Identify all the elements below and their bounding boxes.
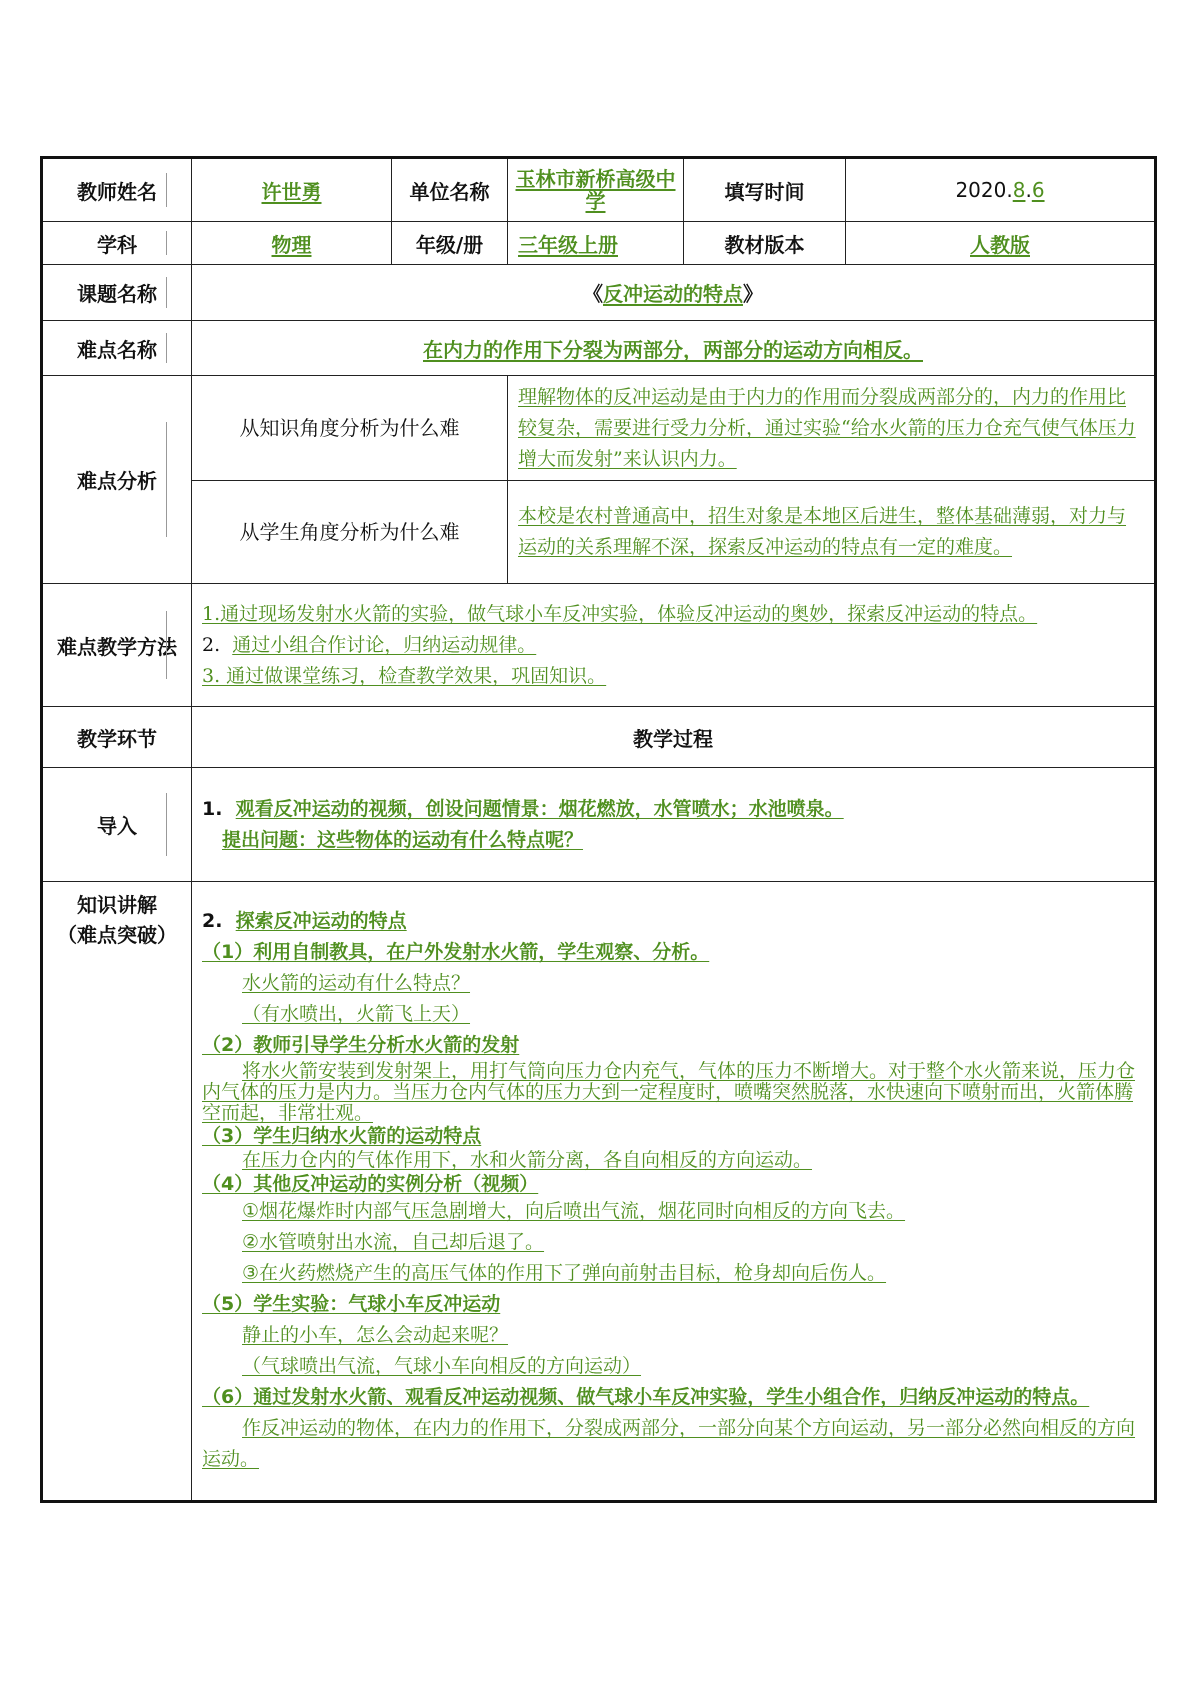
- method-item-3: 3. 通过做课堂练习，检查教学效果，巩固知识。: [202, 664, 607, 687]
- difficulty-label: 难点名称: [42, 321, 192, 376]
- fill-date-label: 填写时间: [684, 158, 846, 222]
- edition-value: 人教版: [970, 232, 1030, 257]
- step-2-text: 将水火箭安装到发射架上，用打气筒向压力仓内充气，气体的压力不断增大。对于整个水火箭来说，压力仓内气体的压力是内力。当压力仓内气体的压力大到一定程度时，喷嘴突然脱落，水快速向下喷射而出，火箭体腾空而起，非常壮观。: [202, 1060, 1136, 1124]
- knowledge-title: 探索反冲运动的特点: [235, 910, 407, 932]
- analysis-label: 难点分析: [42, 376, 192, 584]
- topic-row: [42, 265, 1156, 321]
- step-1-title: （1）利用自制教具，在户外发射水火箭，学生观察、分析。: [202, 941, 710, 963]
- knowledge-title-number: 2.: [202, 910, 236, 932]
- knowledge-label-line-1: 知识讲解: [77, 893, 157, 917]
- unit-name-value: 玉林市新桥高级中学: [515, 167, 676, 213]
- date-separator: .: [1025, 178, 1032, 202]
- teaching-process-label: 教学过程: [192, 707, 1156, 768]
- step-6-title: （6）通过发射水火箭、观看反冲运动视频、做气球小车反冲实验，学生小组合作，归纳反冲运动的特点。: [202, 1386, 1090, 1408]
- step-4-title: （4）其他反冲运动的实例分析（视频）: [202, 1173, 539, 1195]
- step-3-title: （3）学生归纳水火箭的运动特点: [202, 1125, 482, 1147]
- subject-label: 学科: [42, 222, 192, 265]
- process-header-row: [42, 707, 1156, 768]
- topic-value: [192, 265, 1156, 321]
- intro-line-2: 提出问题：这些物体的运动有什么特点呢？: [222, 828, 584, 851]
- knowledge-label-line-2: （难点突破）: [57, 923, 177, 947]
- grade-value: 三年级上册: [518, 232, 618, 257]
- methods-label: 难点教学方法: [42, 584, 192, 707]
- lesson-plan-document: [40, 156, 1154, 1503]
- step-4-item-2: ②水管喷射出水流，自己却后退了。: [242, 1231, 545, 1253]
- knowledge-angle-label: 从知识角度分析为什么难: [192, 376, 508, 481]
- student-angle-text: 本校是农村普通高中，招生对象是本地区后进生，整体基础薄弱，对力与运动的关系理解不深，探索反冲运动的特点有一定的难度。: [518, 505, 1127, 558]
- step-3-text: 在压力仓内的气体作用下，水和火箭分离，各自向相反的方向运动。: [242, 1149, 813, 1171]
- fill-date-value: [846, 158, 1156, 222]
- header-row-2: [42, 222, 1156, 265]
- date-prefix: 2020.: [955, 178, 1013, 202]
- unit-name-label: 单位名称: [392, 158, 508, 222]
- analysis-student-row: [42, 481, 1156, 584]
- topic-close-bracket: 》: [743, 282, 763, 306]
- methods-row: [42, 584, 1156, 707]
- step-6-text: 作反冲运动的物体，在内力的作用下，分裂成两部分，一部分向某个方向运动，另一部分必然向相反的方向运动。: [202, 1417, 1136, 1470]
- step-4-item-1: ①烟花爆炸时内部气压急剧增大，向后喷出气流，烟花同时向相反的方向飞去。: [242, 1200, 906, 1222]
- step-5-question: 静止的小车，怎么会动起来呢？: [242, 1324, 509, 1346]
- edition-label: 教材版本: [684, 222, 846, 265]
- knowledge-angle-text: 理解物体的反冲运动是由于内力的作用而分裂成两部分的，内力的作用比较复杂，需要进行受力分析，通过实验“给水火箭的压力仓充气使气体压力增大而发射”来认识内力。: [518, 385, 1136, 470]
- step-1-question: 水火箭的运动有什么特点？: [242, 972, 471, 994]
- subject-value: 物理: [271, 232, 312, 257]
- step-5-answer: （气球喷出气流，气球小车向相反的方向运动）: [242, 1355, 642, 1377]
- intro-row: [42, 768, 1156, 882]
- step-2-title: （2）教师引导学生分析水火箭的发射: [202, 1034, 520, 1056]
- difficulty-value: 在内力的作用下分裂为两部分，两部分的运动方向相反。: [423, 337, 923, 362]
- intro-line-1-number: 1.: [202, 797, 236, 820]
- methods-list: [192, 584, 1156, 707]
- knowledge-label: [42, 882, 192, 1502]
- intro-label: 导入: [42, 768, 192, 882]
- teacher-name-value: 许世勇: [261, 179, 322, 204]
- method-item-2-number: 2.: [202, 633, 233, 656]
- date-month: 8: [1012, 178, 1026, 202]
- lesson-plan-table: [40, 156, 1157, 1503]
- topic-open-bracket: 《: [583, 282, 603, 306]
- date-day: 6: [1031, 178, 1045, 202]
- topic-title: 反冲运动的特点: [603, 282, 743, 306]
- teacher-name-label: 教师姓名: [42, 158, 192, 222]
- header-row-1: [42, 158, 1156, 222]
- topic-label: 课题名称: [42, 265, 192, 321]
- step-5-title: （5）学生实验：气球小车反冲运动: [202, 1293, 501, 1315]
- analysis-knowledge-row: [42, 376, 1156, 481]
- grade-label: 年级/册: [392, 222, 508, 265]
- intro-line-1: 观看反冲运动的视频，创设问题情景：烟花燃放，水管喷水；水池喷泉。: [235, 797, 844, 820]
- method-item-2: 通过小组合作讨论，归纳运动规律。: [232, 633, 537, 656]
- difficulty-row: [42, 321, 1156, 376]
- method-item-1: 1.通过现场发射水火箭的实验，做气球小车反冲实验，体验反冲运动的奥妙，探索反冲运动的特点。: [202, 602, 1038, 625]
- knowledge-row: [42, 882, 1156, 1502]
- step-1-answer: （有水喷出，火箭飞上天）: [242, 1003, 471, 1025]
- step-4-item-3: ③在火药燃烧产生的高压气体的作用下了弹向前射击目标，枪身却向后伤人。: [242, 1262, 887, 1284]
- student-angle-label: 从学生角度分析为什么难: [192, 481, 508, 584]
- teaching-stage-label: 教学环节: [42, 707, 192, 768]
- knowledge-content: [192, 882, 1156, 1502]
- intro-content: [192, 768, 1156, 882]
